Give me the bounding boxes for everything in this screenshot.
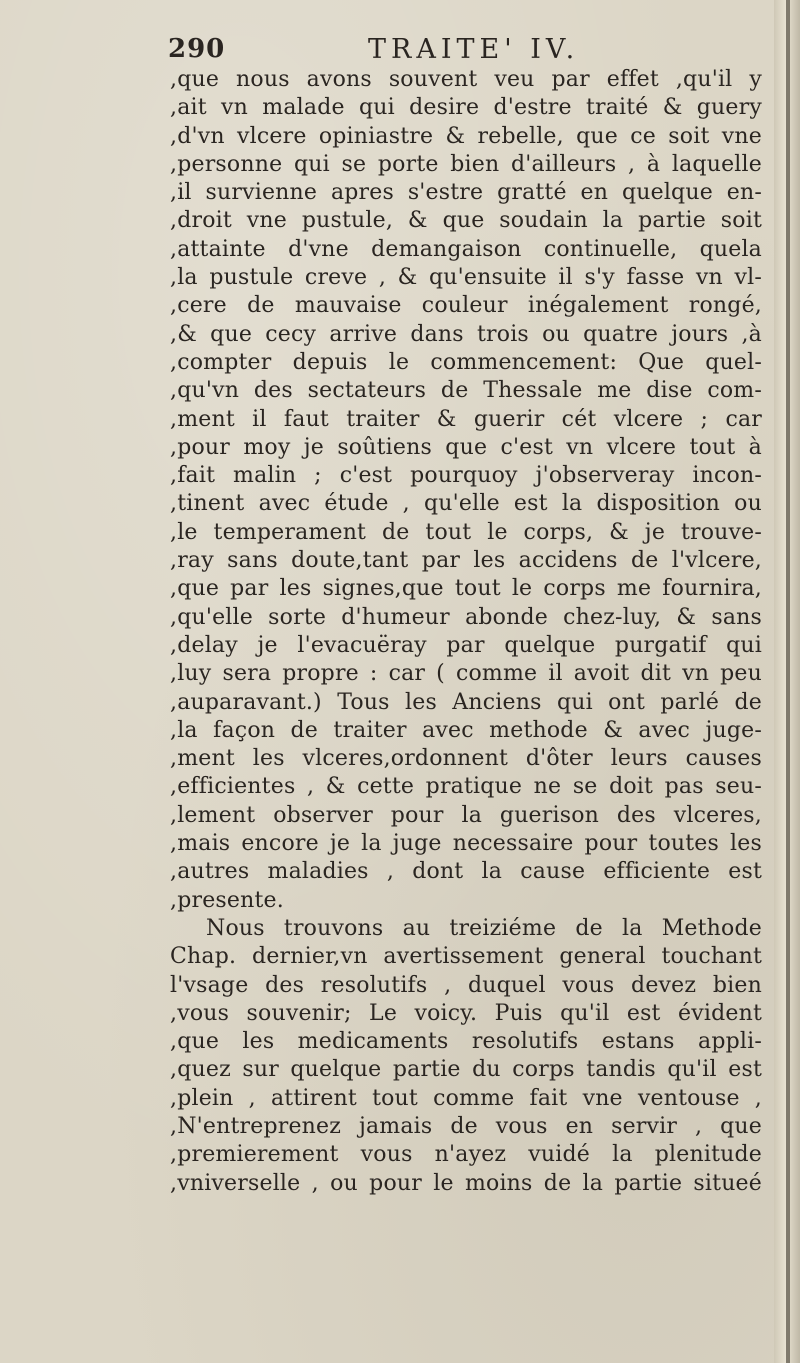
text-line: ,quez sur quelque partie du corps tandis qu'il est <box>170 1057 762 1083</box>
text-line: ,la façon de traiter avec methode & avec juge- <box>170 717 762 743</box>
running-title: TRAITE' IV. <box>368 34 580 65</box>
text-line: ,compter depuis le commencement: Que quel- <box>170 349 762 375</box>
text-line: ,fait malin ; c'est pourquoy j'observeray incon- <box>170 463 762 489</box>
text-line: ,autres maladies , dont la cause efficiente est <box>170 859 762 885</box>
text-line: ,personne qui se porte bien d'ailleurs , à laquelle <box>170 151 762 177</box>
text-line: ,d'vn vlcere opiniastre & rebelle, que ce soit vne <box>170 123 762 149</box>
page-header <box>0 34 780 70</box>
text-line: ,qu'vn des sectateurs de Thessale me dise com- <box>170 378 762 404</box>
text-line: ,delay je l'evacuëray par quelque purgatif qui <box>170 632 762 658</box>
text-line: ,mais encore je la juge necessaire pour toutes les <box>170 831 762 857</box>
text-line-paragraph-end: ,presente. <box>170 887 284 913</box>
text-line: ,N'entreprenez jamais de vous en servir , que <box>170 1113 762 1139</box>
text-line: ,plein , attirent tout comme fait vne ventouse , <box>170 1085 762 1111</box>
text-line: ,lement observer pour la guerison des vlceres, <box>170 802 762 828</box>
text-line: ,il survienne apres s'estre gratté en quelque en- <box>170 180 762 206</box>
text-line: ,attainte d'vne demangaison continuelle, quela <box>170 236 762 262</box>
text-line: Chap. dernier,vn avertissement general touchant <box>170 944 762 970</box>
text-line-paragraph-start: Nous trouvons au treiziéme de la Methode <box>206 915 762 941</box>
text-line: ,cere de mauvaise couleur inégalement rongé, <box>170 293 762 319</box>
text-line: ,ray sans doute,tant par les accidens de l'vlcere, <box>170 548 762 574</box>
text-line: ,le temperament de tout le corps, & je trouve- <box>170 519 762 545</box>
binding-gutter <box>774 0 800 1363</box>
page-number: 290 <box>168 34 226 64</box>
text-line: ,luy sera propre : car ( comme il avoit dit vn peu <box>170 661 762 687</box>
text-line: ,la pustule creve , & qu'ensuite il s'y fasse vn vl- <box>170 265 762 291</box>
text-line: ,& que cecy arrive dans trois ou quatre jours ,à <box>170 321 762 347</box>
text-line: ,pour moy je soûtiens que c'est vn vlcere tout à <box>170 434 762 460</box>
text-line: l'vsage des resolutifs , duquel vous devez bien <box>170 972 762 998</box>
binding-edge <box>786 0 790 1363</box>
text-line: ,ment il faut traiter & guerir cét vlcere ; car <box>170 406 762 432</box>
text-line: ,efficientes , & cette pratique ne se doit pas seu- <box>170 774 762 800</box>
text-line: ,tinent avec étude , qu'elle est la disposition ou <box>170 491 762 517</box>
text-line: ,droit vne pustule, & que soudain la partie soit <box>170 208 762 234</box>
text-line: ,premierement vous n'ayez vuidé la plenitude <box>170 1142 762 1168</box>
text-line: ,ment les vlceres,ordonnent d'ôter leurs causes <box>170 746 762 772</box>
text-line: ,vniverselle , ou pour le moins de la partie situeé <box>170 1170 762 1196</box>
text-line: ,que les medicaments resolutifs estans appli- <box>170 1029 762 1055</box>
body-text <box>170 66 762 1198</box>
text-line: ,que par les signes,que tout le corps me fournira, <box>170 576 762 602</box>
text-line: ,vous souvenir; Le voicy. Puis qu'il est évident <box>170 1000 762 1026</box>
text-line: ,auparavant.) Tous les Anciens qui ont parlé de <box>170 689 762 715</box>
text-line: ,ait vn malade qui desire d'estre traité & guery <box>170 95 762 121</box>
text-line: ,qu'elle sorte d'humeur abonde chez-luy, & sans <box>170 604 762 630</box>
text-line: ,que nous avons souvent veu par effet ,qu'il y <box>170 67 762 92</box>
